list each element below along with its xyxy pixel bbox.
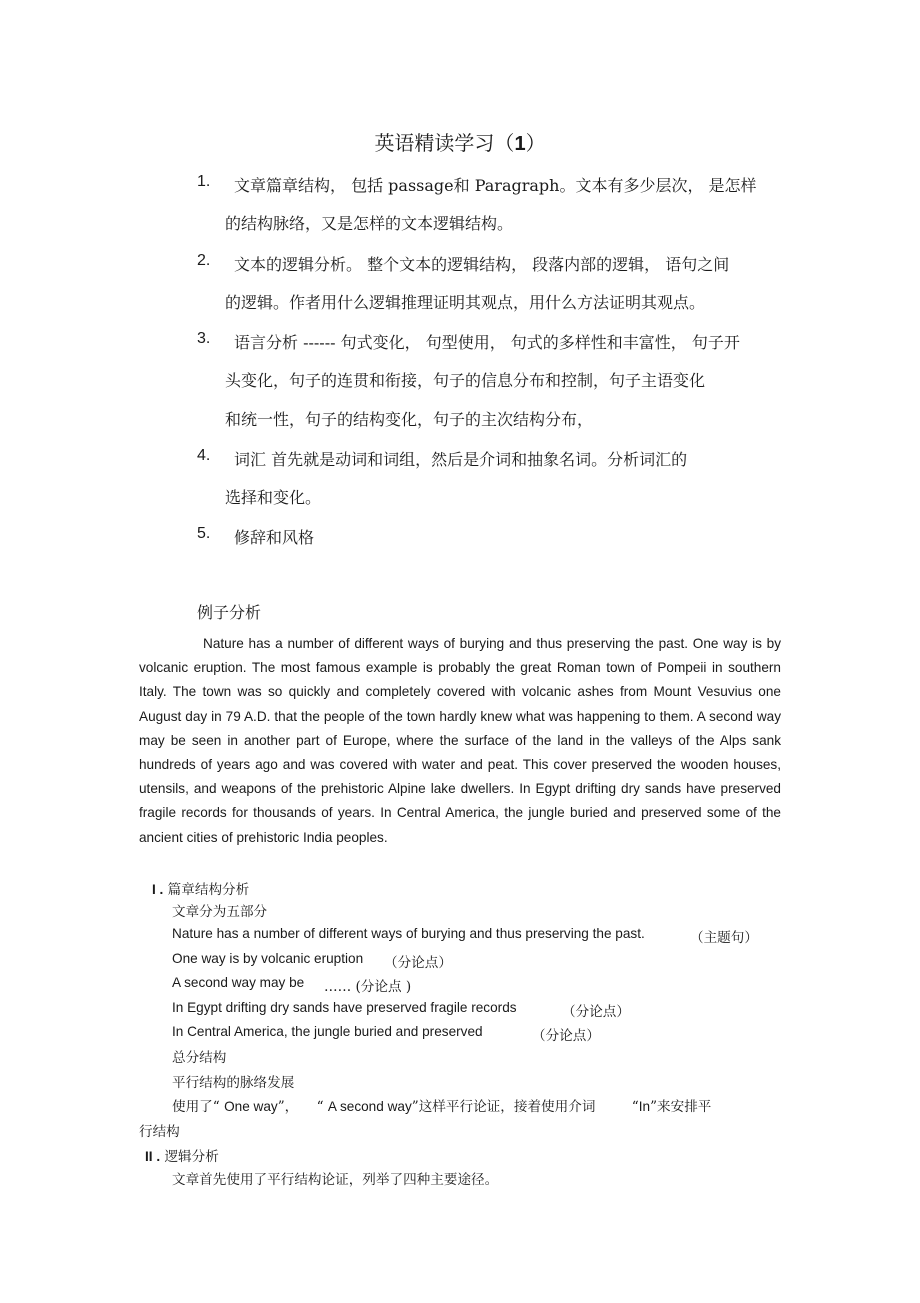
list-item-3-line-3: 和统一性，句子的结构变化，句子的主次结构分布， — [225, 410, 594, 429]
section-1-roman: I . — [152, 882, 164, 897]
section-1-subheading: 文章分为五部分 — [172, 904, 268, 920]
usage-open-3: “ — [631, 1099, 639, 1115]
usage-open-2: “ — [316, 1099, 324, 1115]
structure-row-2-note: （分论点） — [384, 955, 452, 971]
usage-quote-1: One way — [224, 1099, 278, 1114]
page-title — [0, 127, 920, 156]
title-text: 英语精读学习（ — [374, 131, 515, 155]
list-item-1-line-1: 文章篇章结构， 包括 passage和 Paragraph。文本有多少层次， 是怎样 — [234, 176, 757, 195]
section-2-text: 文章首先使用了平行结构论证，列举了四种主要途径。 — [172, 1172, 499, 1188]
parallel-structure-label: 平行结构的脉络发展 — [172, 1075, 295, 1091]
structure-row-3-note: …… (分论点 ) — [324, 979, 412, 995]
list-item-1-line-2: 的结构脉络，又是怎样的文本逻辑结构。 — [225, 214, 514, 233]
section-2-title: 逻辑分析 — [164, 1149, 219, 1165]
list-number-3: 3. — [197, 330, 211, 347]
usage-quote-2: A second way — [327, 1099, 412, 1114]
list-item-4-line-2: 选择和变化。 — [225, 488, 322, 507]
parallel-usage-line — [172, 1095, 711, 1115]
structure-row-4-note: （分论点） — [562, 1004, 630, 1020]
structure-row-1-note: （主题句） — [690, 930, 758, 946]
list-item-3-line-1: 语言分析 ------ 句式变化， 句型使用， 句式的多样性和丰富性， 句子开 — [234, 333, 740, 352]
usage-mid-2: ”这样平行论证，接着使用介词 — [411, 1099, 596, 1115]
structure-row-2-text: One way is by volcanic eruption — [172, 951, 364, 966]
list-item-4-line-1: 词汇 首先就是动词和词组，然后是介词和抽象名词。分析词汇的 — [234, 450, 688, 469]
list-item-2-line-1: 文本的逻辑分析。 整个文本的逻辑结构， 段落内部的逻辑， 语句之间 — [234, 255, 730, 274]
passage-paragraph: Nature has a number of different ways of burying and thus preserving the past. One way is by volcanic eruption. The most famous example is probably the great Roman town of Pompeii in southern Italy. The town was so quickly and completely covered with volcanic ashes from Mount Vesuvius one August day in 79 A.D. that the people of the town hardly knew what was happening to them. A second way may be seen in another part of Europe, where the surface of the land in the valleys of the Alps sank hundreds of years ago and was covered with water and peat. This cover preserved the wooden houses, utensils, and weapons of the prehistoric Alpine lake dwellers. In Egypt drifting dry sands have preserved fragile records for thousands of years. In Central America, the jungle buried and preserved some of the ancient cities of prehistoric India peoples. — [139, 636, 781, 845]
list-number-1: 1. — [197, 173, 211, 190]
list-number-2: 2. — [197, 252, 211, 269]
section-1-title: 篇章结构分析 — [167, 882, 250, 898]
usage-end: ”来安排平 — [650, 1099, 712, 1115]
list-number-5: 5. — [197, 525, 211, 542]
structure-row-1-text: Nature has a number of different ways of burying and thus preserving the past. — [172, 926, 645, 941]
usage-mid-1: ”， — [277, 1099, 299, 1115]
title-number: 1 — [514, 133, 526, 155]
example-heading: 例子分析 — [197, 603, 262, 622]
structure-row-5-note: （分论点） — [532, 1028, 600, 1044]
structure-row-5-text: In Central America, the jungle buried and preserved — [172, 1024, 483, 1039]
title-close: ） — [525, 131, 546, 155]
section-2-heading — [145, 1145, 219, 1165]
usage-quote-3: In — [638, 1099, 651, 1114]
list-item-5-line-1: 修辞和风格 — [234, 528, 315, 547]
structure-row-3-text: A second way may be — [172, 975, 305, 990]
section-2-roman: II . — [145, 1149, 161, 1164]
parallel-usage-wrap: 行结构 — [139, 1124, 180, 1140]
section-1-heading — [152, 878, 249, 898]
list-item-2-line-2: 的逻辑。作者用什么逻辑推理证明其观点，用什么方法证明其观点。 — [225, 293, 706, 312]
usage-prefix: 使用了“ — [172, 1099, 220, 1115]
list-item-3-line-2: 头变化，句子的连贯和衔接，句子的信息分布和控制，句子主语变化 — [225, 371, 706, 390]
structure-row-4-text: In Egypt drifting dry sands have preserved fragile records — [172, 1000, 517, 1015]
list-number-4: 4. — [197, 447, 211, 464]
total-structure-label: 总分结构 — [172, 1050, 227, 1066]
